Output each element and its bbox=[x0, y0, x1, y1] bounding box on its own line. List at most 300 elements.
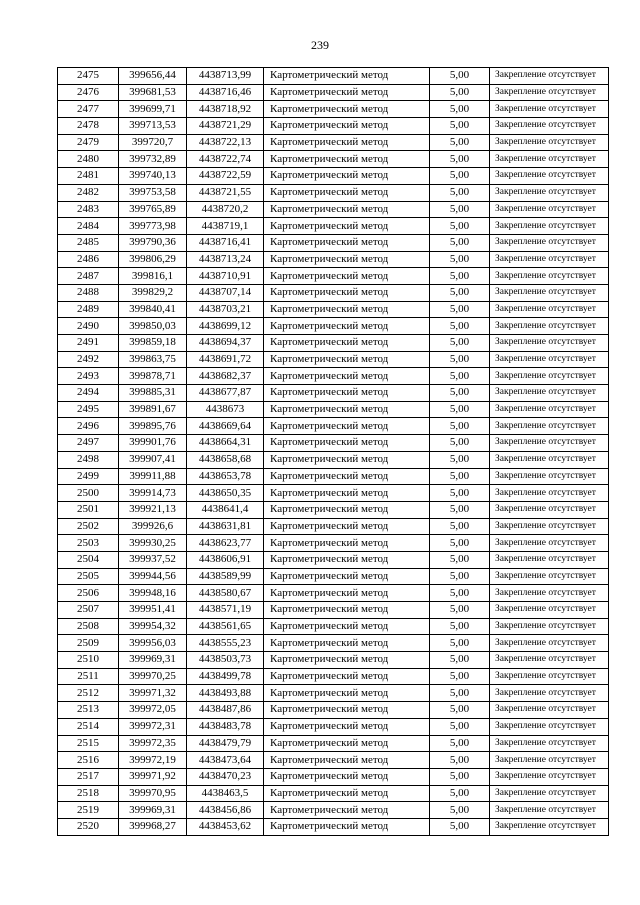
point-number-cell: 2490 bbox=[58, 318, 119, 335]
fixation-cell: Закрепление отсутствует bbox=[490, 535, 609, 552]
table-row bbox=[58, 168, 609, 185]
y-coordinate-cell: 4438722,13 bbox=[187, 134, 264, 151]
point-number-cell: 2499 bbox=[58, 468, 119, 485]
table-row bbox=[58, 201, 609, 218]
y-coordinate-cell: 4438722,74 bbox=[187, 151, 264, 168]
error-cell: 5,00 bbox=[430, 101, 490, 118]
fixation-cell: Закрепление отсутствует bbox=[490, 385, 609, 402]
fixation-cell: Закрепление отсутствует bbox=[490, 284, 609, 301]
fixation-cell: Закрепление отсутствует bbox=[490, 468, 609, 485]
y-coordinate-cell: 4438699,12 bbox=[187, 318, 264, 335]
method-cell: Картометрический метод bbox=[264, 635, 430, 652]
x-coordinate-cell: 399840,41 bbox=[119, 301, 187, 318]
error-cell: 5,00 bbox=[430, 735, 490, 752]
method-cell: Картометрический метод bbox=[264, 368, 430, 385]
y-coordinate-cell: 4438719,1 bbox=[187, 218, 264, 235]
method-cell: Картометрический метод bbox=[264, 418, 430, 435]
table-row bbox=[58, 218, 609, 235]
y-coordinate-cell: 4438694,37 bbox=[187, 335, 264, 352]
x-coordinate-cell: 399699,71 bbox=[119, 101, 187, 118]
x-coordinate-cell: 399914,73 bbox=[119, 485, 187, 502]
y-coordinate-cell: 4438673 bbox=[187, 401, 264, 418]
method-cell: Картометрический метод bbox=[264, 284, 430, 301]
method-cell: Картометрический метод bbox=[264, 735, 430, 752]
point-number-cell: 2494 bbox=[58, 385, 119, 402]
method-cell: Картометрический метод bbox=[264, 68, 430, 85]
error-cell: 5,00 bbox=[430, 818, 490, 835]
error-cell: 5,00 bbox=[430, 551, 490, 568]
error-cell: 5,00 bbox=[430, 284, 490, 301]
y-coordinate-cell: 4438713,99 bbox=[187, 68, 264, 85]
table-row bbox=[58, 68, 609, 85]
x-coordinate-cell: 399926,6 bbox=[119, 518, 187, 535]
x-coordinate-cell: 399969,31 bbox=[119, 802, 187, 819]
table-row bbox=[58, 585, 609, 602]
fixation-cell: Закрепление отсутствует bbox=[490, 485, 609, 502]
error-cell: 5,00 bbox=[430, 368, 490, 385]
table-row bbox=[58, 501, 609, 518]
point-number-cell: 2476 bbox=[58, 84, 119, 101]
y-coordinate-cell: 4438650,35 bbox=[187, 485, 264, 502]
error-cell: 5,00 bbox=[430, 635, 490, 652]
error-cell: 5,00 bbox=[430, 351, 490, 368]
x-coordinate-cell: 399954,32 bbox=[119, 618, 187, 635]
y-coordinate-cell: 4438716,46 bbox=[187, 84, 264, 101]
y-coordinate-cell: 4438713,24 bbox=[187, 251, 264, 268]
table-row bbox=[58, 768, 609, 785]
x-coordinate-cell: 399972,31 bbox=[119, 718, 187, 735]
table-row bbox=[58, 335, 609, 352]
method-cell: Картометрический метод bbox=[264, 251, 430, 268]
error-cell: 5,00 bbox=[430, 568, 490, 585]
x-coordinate-cell: 399951,41 bbox=[119, 602, 187, 619]
point-number-cell: 2488 bbox=[58, 284, 119, 301]
y-coordinate-cell: 4438682,37 bbox=[187, 368, 264, 385]
point-number-cell: 2504 bbox=[58, 551, 119, 568]
error-cell: 5,00 bbox=[430, 752, 490, 769]
y-coordinate-cell: 4438720,2 bbox=[187, 201, 264, 218]
error-cell: 5,00 bbox=[430, 318, 490, 335]
y-coordinate-cell: 4438716,41 bbox=[187, 234, 264, 251]
error-cell: 5,00 bbox=[430, 118, 490, 135]
error-cell: 5,00 bbox=[430, 451, 490, 468]
y-coordinate-cell: 4438664,31 bbox=[187, 435, 264, 452]
method-cell: Картометрический метод bbox=[264, 618, 430, 635]
method-cell: Картометрический метод bbox=[264, 685, 430, 702]
y-coordinate-cell: 4438483,78 bbox=[187, 718, 264, 735]
method-cell: Картометрический метод bbox=[264, 602, 430, 619]
point-number-cell: 2515 bbox=[58, 735, 119, 752]
point-number-cell: 2493 bbox=[58, 368, 119, 385]
error-cell: 5,00 bbox=[430, 652, 490, 669]
method-cell: Картометрический метод bbox=[264, 268, 430, 285]
x-coordinate-cell: 399901,76 bbox=[119, 435, 187, 452]
table-row bbox=[58, 652, 609, 669]
error-cell: 5,00 bbox=[430, 718, 490, 735]
x-coordinate-cell: 399773,98 bbox=[119, 218, 187, 235]
point-number-cell: 2519 bbox=[58, 802, 119, 819]
fixation-cell: Закрепление отсутствует bbox=[490, 501, 609, 518]
coordinates-table-body bbox=[58, 68, 609, 836]
point-number-cell: 2511 bbox=[58, 668, 119, 685]
error-cell: 5,00 bbox=[430, 168, 490, 185]
x-coordinate-cell: 399878,71 bbox=[119, 368, 187, 385]
fixation-cell: Закрепление отсутствует bbox=[490, 768, 609, 785]
table-row bbox=[58, 118, 609, 135]
method-cell: Картометрический метод bbox=[264, 351, 430, 368]
fixation-cell: Закрепление отсутствует bbox=[490, 568, 609, 585]
method-cell: Картометрический метод bbox=[264, 435, 430, 452]
y-coordinate-cell: 4438580,67 bbox=[187, 585, 264, 602]
method-cell: Картометрический метод bbox=[264, 702, 430, 719]
method-cell: Картометрический метод bbox=[264, 84, 430, 101]
x-coordinate-cell: 399732,89 bbox=[119, 151, 187, 168]
x-coordinate-cell: 399971,92 bbox=[119, 768, 187, 785]
error-cell: 5,00 bbox=[430, 435, 490, 452]
y-coordinate-cell: 4438463,5 bbox=[187, 785, 264, 802]
table-row bbox=[58, 551, 609, 568]
fixation-cell: Закрепление отсутствует bbox=[490, 418, 609, 435]
fixation-cell: Закрепление отсутствует bbox=[490, 818, 609, 835]
y-coordinate-cell: 4438722,59 bbox=[187, 168, 264, 185]
table-row bbox=[58, 685, 609, 702]
x-coordinate-cell: 399930,25 bbox=[119, 535, 187, 552]
method-cell: Картометрический метод bbox=[264, 234, 430, 251]
method-cell: Картометрический метод bbox=[264, 485, 430, 502]
table-row bbox=[58, 435, 609, 452]
fixation-cell: Закрепление отсутствует bbox=[490, 268, 609, 285]
fixation-cell: Закрепление отсутствует bbox=[490, 335, 609, 352]
point-number-cell: 2502 bbox=[58, 518, 119, 535]
point-number-cell: 2517 bbox=[58, 768, 119, 785]
table-row bbox=[58, 818, 609, 835]
table-row bbox=[58, 635, 609, 652]
x-coordinate-cell: 399895,76 bbox=[119, 418, 187, 435]
method-cell: Картометрический метод bbox=[264, 201, 430, 218]
point-number-cell: 2486 bbox=[58, 251, 119, 268]
y-coordinate-cell: 4438631,81 bbox=[187, 518, 264, 535]
error-cell: 5,00 bbox=[430, 768, 490, 785]
y-coordinate-cell: 4438677,87 bbox=[187, 385, 264, 402]
method-cell: Картометрический метод bbox=[264, 652, 430, 669]
x-coordinate-cell: 399972,05 bbox=[119, 702, 187, 719]
point-number-cell: 2500 bbox=[58, 485, 119, 502]
y-coordinate-cell: 4438721,55 bbox=[187, 184, 264, 201]
fixation-cell: Закрепление отсутствует bbox=[490, 68, 609, 85]
y-coordinate-cell: 4438707,14 bbox=[187, 284, 264, 301]
table-row bbox=[58, 251, 609, 268]
y-coordinate-cell: 4438571,19 bbox=[187, 602, 264, 619]
x-coordinate-cell: 399969,31 bbox=[119, 652, 187, 669]
error-cell: 5,00 bbox=[430, 201, 490, 218]
point-number-cell: 2507 bbox=[58, 602, 119, 619]
error-cell: 5,00 bbox=[430, 501, 490, 518]
fixation-cell: Закрепление отсутствует bbox=[490, 435, 609, 452]
table-row bbox=[58, 385, 609, 402]
x-coordinate-cell: 399968,27 bbox=[119, 818, 187, 835]
y-coordinate-cell: 4438589,99 bbox=[187, 568, 264, 585]
coordinates-table bbox=[57, 67, 609, 836]
error-cell: 5,00 bbox=[430, 184, 490, 201]
table-row bbox=[58, 184, 609, 201]
fixation-cell: Закрепление отсутствует bbox=[490, 752, 609, 769]
table-row bbox=[58, 134, 609, 151]
fixation-cell: Закрепление отсутствует bbox=[490, 735, 609, 752]
fixation-cell: Закрепление отсутствует bbox=[490, 685, 609, 702]
x-coordinate-cell: 399948,16 bbox=[119, 585, 187, 602]
error-cell: 5,00 bbox=[430, 802, 490, 819]
method-cell: Картометрический метод bbox=[264, 451, 430, 468]
method-cell: Картометрический метод bbox=[264, 184, 430, 201]
fixation-cell: Закрепление отсутствует bbox=[490, 602, 609, 619]
error-cell: 5,00 bbox=[430, 785, 490, 802]
y-coordinate-cell: 4438703,21 bbox=[187, 301, 264, 318]
point-number-cell: 2509 bbox=[58, 635, 119, 652]
method-cell: Картометрический метод bbox=[264, 468, 430, 485]
table-row bbox=[58, 785, 609, 802]
x-coordinate-cell: 399753,58 bbox=[119, 184, 187, 201]
x-coordinate-cell: 399937,52 bbox=[119, 551, 187, 568]
error-cell: 5,00 bbox=[430, 418, 490, 435]
y-coordinate-cell: 4438456,86 bbox=[187, 802, 264, 819]
error-cell: 5,00 bbox=[430, 335, 490, 352]
point-number-cell: 2479 bbox=[58, 134, 119, 151]
x-coordinate-cell: 399740,13 bbox=[119, 168, 187, 185]
method-cell: Картометрический метод bbox=[264, 668, 430, 685]
method-cell: Картометрический метод bbox=[264, 551, 430, 568]
y-coordinate-cell: 4438470,23 bbox=[187, 768, 264, 785]
fixation-cell: Закрепление отсутствует bbox=[490, 118, 609, 135]
x-coordinate-cell: 399921,13 bbox=[119, 501, 187, 518]
method-cell: Картометрический метод bbox=[264, 134, 430, 151]
x-coordinate-cell: 399891,67 bbox=[119, 401, 187, 418]
y-coordinate-cell: 4438718,92 bbox=[187, 101, 264, 118]
x-coordinate-cell: 399972,35 bbox=[119, 735, 187, 752]
point-number-cell: 2497 bbox=[58, 435, 119, 452]
method-cell: Картометрический метод bbox=[264, 768, 430, 785]
point-number-cell: 2513 bbox=[58, 702, 119, 719]
table-row bbox=[58, 418, 609, 435]
x-coordinate-cell: 399720,7 bbox=[119, 134, 187, 151]
table-row bbox=[58, 318, 609, 335]
y-coordinate-cell: 4438503,73 bbox=[187, 652, 264, 669]
method-cell: Картометрический метод bbox=[264, 568, 430, 585]
method-cell: Картометрический метод bbox=[264, 501, 430, 518]
table-row bbox=[58, 101, 609, 118]
method-cell: Картометрический метод bbox=[264, 585, 430, 602]
y-coordinate-cell: 4438487,86 bbox=[187, 702, 264, 719]
point-number-cell: 2510 bbox=[58, 652, 119, 669]
point-number-cell: 2492 bbox=[58, 351, 119, 368]
table-row bbox=[58, 368, 609, 385]
table-row bbox=[58, 268, 609, 285]
table-row bbox=[58, 735, 609, 752]
error-cell: 5,00 bbox=[430, 301, 490, 318]
x-coordinate-cell: 399944,56 bbox=[119, 568, 187, 585]
error-cell: 5,00 bbox=[430, 702, 490, 719]
error-cell: 5,00 bbox=[430, 518, 490, 535]
method-cell: Картометрический метод bbox=[264, 518, 430, 535]
x-coordinate-cell: 399656,44 bbox=[119, 68, 187, 85]
point-number-cell: 2477 bbox=[58, 101, 119, 118]
point-number-cell: 2501 bbox=[58, 501, 119, 518]
error-cell: 5,00 bbox=[430, 668, 490, 685]
error-cell: 5,00 bbox=[430, 385, 490, 402]
x-coordinate-cell: 399970,95 bbox=[119, 785, 187, 802]
method-cell: Картометрический метод bbox=[264, 785, 430, 802]
fixation-cell: Закрепление отсутствует bbox=[490, 668, 609, 685]
fixation-cell: Закрепление отсутствует bbox=[490, 84, 609, 101]
fixation-cell: Закрепление отсутствует bbox=[490, 234, 609, 251]
fixation-cell: Закрепление отсутствует bbox=[490, 585, 609, 602]
y-coordinate-cell: 4438623,77 bbox=[187, 535, 264, 552]
point-number-cell: 2480 bbox=[58, 151, 119, 168]
x-coordinate-cell: 399829,2 bbox=[119, 284, 187, 301]
method-cell: Картометрический метод bbox=[264, 218, 430, 235]
y-coordinate-cell: 4438721,29 bbox=[187, 118, 264, 135]
fixation-cell: Закрепление отсутствует bbox=[490, 802, 609, 819]
x-coordinate-cell: 399971,32 bbox=[119, 685, 187, 702]
fixation-cell: Закрепление отсутствует bbox=[490, 101, 609, 118]
point-number-cell: 2491 bbox=[58, 335, 119, 352]
point-number-cell: 2487 bbox=[58, 268, 119, 285]
table-row bbox=[58, 351, 609, 368]
x-coordinate-cell: 399816,1 bbox=[119, 268, 187, 285]
fixation-cell: Закрепление отсутствует bbox=[490, 652, 609, 669]
point-number-cell: 2481 bbox=[58, 168, 119, 185]
x-coordinate-cell: 399885,31 bbox=[119, 385, 187, 402]
point-number-cell: 2508 bbox=[58, 618, 119, 635]
x-coordinate-cell: 399713,53 bbox=[119, 118, 187, 135]
method-cell: Картометрический метод bbox=[264, 151, 430, 168]
table-row bbox=[58, 718, 609, 735]
error-cell: 5,00 bbox=[430, 234, 490, 251]
fixation-cell: Закрепление отсутствует bbox=[490, 184, 609, 201]
error-cell: 5,00 bbox=[430, 251, 490, 268]
x-coordinate-cell: 399911,88 bbox=[119, 468, 187, 485]
point-number-cell: 2516 bbox=[58, 752, 119, 769]
y-coordinate-cell: 4438710,91 bbox=[187, 268, 264, 285]
fixation-cell: Закрепление отсутствует bbox=[490, 318, 609, 335]
table-row bbox=[58, 401, 609, 418]
table-row bbox=[58, 752, 609, 769]
table-row bbox=[58, 301, 609, 318]
y-coordinate-cell: 4438606,91 bbox=[187, 551, 264, 568]
error-cell: 5,00 bbox=[430, 151, 490, 168]
fixation-cell: Закрепление отсутствует bbox=[490, 618, 609, 635]
method-cell: Картометрический метод bbox=[264, 535, 430, 552]
x-coordinate-cell: 399970,25 bbox=[119, 668, 187, 685]
y-coordinate-cell: 4438669,64 bbox=[187, 418, 264, 435]
x-coordinate-cell: 399790,36 bbox=[119, 234, 187, 251]
table-row bbox=[58, 535, 609, 552]
y-coordinate-cell: 4438561,65 bbox=[187, 618, 264, 635]
method-cell: Картометрический метод bbox=[264, 752, 430, 769]
point-number-cell: 2512 bbox=[58, 685, 119, 702]
x-coordinate-cell: 399863,75 bbox=[119, 351, 187, 368]
table-row bbox=[58, 468, 609, 485]
method-cell: Картометрический метод bbox=[264, 101, 430, 118]
x-coordinate-cell: 399859,18 bbox=[119, 335, 187, 352]
table-row bbox=[58, 451, 609, 468]
error-cell: 5,00 bbox=[430, 585, 490, 602]
method-cell: Картометрический метод bbox=[264, 318, 430, 335]
error-cell: 5,00 bbox=[430, 268, 490, 285]
fixation-cell: Закрепление отсутствует bbox=[490, 635, 609, 652]
y-coordinate-cell: 4438473,64 bbox=[187, 752, 264, 769]
x-coordinate-cell: 399765,89 bbox=[119, 201, 187, 218]
table-row bbox=[58, 618, 609, 635]
error-cell: 5,00 bbox=[430, 84, 490, 101]
method-cell: Картометрический метод bbox=[264, 335, 430, 352]
error-cell: 5,00 bbox=[430, 218, 490, 235]
fixation-cell: Закрепление отсутствует bbox=[490, 134, 609, 151]
x-coordinate-cell: 399806,29 bbox=[119, 251, 187, 268]
method-cell: Картометрический метод bbox=[264, 802, 430, 819]
fixation-cell: Закрепление отсутствует bbox=[490, 218, 609, 235]
fixation-cell: Закрепление отсутствует bbox=[490, 368, 609, 385]
fixation-cell: Закрепление отсутствует bbox=[490, 151, 609, 168]
fixation-cell: Закрепление отсутствует bbox=[490, 451, 609, 468]
point-number-cell: 2478 bbox=[58, 118, 119, 135]
point-number-cell: 2520 bbox=[58, 818, 119, 835]
fixation-cell: Закрепление отсутствует bbox=[490, 401, 609, 418]
point-number-cell: 2483 bbox=[58, 201, 119, 218]
x-coordinate-cell: 399907,41 bbox=[119, 451, 187, 468]
y-coordinate-cell: 4438493,88 bbox=[187, 685, 264, 702]
method-cell: Картометрический метод bbox=[264, 818, 430, 835]
y-coordinate-cell: 4438555,23 bbox=[187, 635, 264, 652]
fixation-cell: Закрепление отсутствует bbox=[490, 301, 609, 318]
table-row bbox=[58, 284, 609, 301]
table-row bbox=[58, 485, 609, 502]
x-coordinate-cell: 399972,19 bbox=[119, 752, 187, 769]
method-cell: Картометрический метод bbox=[264, 168, 430, 185]
table-row bbox=[58, 568, 609, 585]
y-coordinate-cell: 4438453,62 bbox=[187, 818, 264, 835]
y-coordinate-cell: 4438658,68 bbox=[187, 451, 264, 468]
error-cell: 5,00 bbox=[430, 401, 490, 418]
fixation-cell: Закрепление отсутствует bbox=[490, 702, 609, 719]
y-coordinate-cell: 4438641,4 bbox=[187, 501, 264, 518]
y-coordinate-cell: 4438653,78 bbox=[187, 468, 264, 485]
error-cell: 5,00 bbox=[430, 618, 490, 635]
fixation-cell: Закрепление отсутствует bbox=[490, 351, 609, 368]
x-coordinate-cell: 399850,03 bbox=[119, 318, 187, 335]
x-coordinate-cell: 399681,53 bbox=[119, 84, 187, 101]
fixation-cell: Закрепление отсутствует bbox=[490, 168, 609, 185]
fixation-cell: Закрепление отсутствует bbox=[490, 518, 609, 535]
point-number-cell: 2498 bbox=[58, 451, 119, 468]
y-coordinate-cell: 4438479,79 bbox=[187, 735, 264, 752]
point-number-cell: 2506 bbox=[58, 585, 119, 602]
method-cell: Картометрический метод bbox=[264, 718, 430, 735]
y-coordinate-cell: 4438499,78 bbox=[187, 668, 264, 685]
error-cell: 5,00 bbox=[430, 134, 490, 151]
error-cell: 5,00 bbox=[430, 685, 490, 702]
point-number-cell: 2475 bbox=[58, 68, 119, 85]
method-cell: Картометрический метод bbox=[264, 301, 430, 318]
error-cell: 5,00 bbox=[430, 535, 490, 552]
point-number-cell: 2484 bbox=[58, 218, 119, 235]
table-row bbox=[58, 234, 609, 251]
table-row bbox=[58, 702, 609, 719]
table-row bbox=[58, 84, 609, 101]
point-number-cell: 2496 bbox=[58, 418, 119, 435]
table-row bbox=[58, 602, 609, 619]
x-coordinate-cell: 399956,03 bbox=[119, 635, 187, 652]
error-cell: 5,00 bbox=[430, 485, 490, 502]
